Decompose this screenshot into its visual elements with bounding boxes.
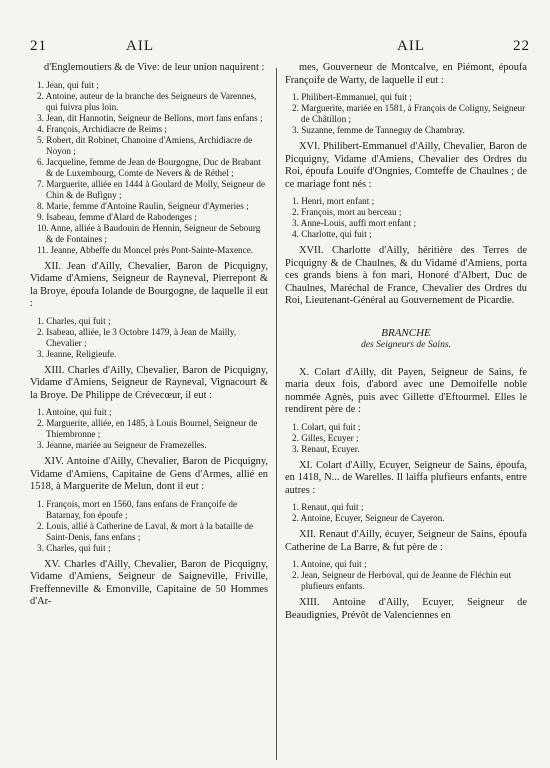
list-item: 1. Henri, mort enfant ;: [292, 196, 375, 206]
list-item: 9. Isabeau, femme d'Alard de Rabodenges ;: [37, 211, 197, 222]
list-item: 10. Anne, alliée à Baudouin de Hennin, Seigneur de Sebourg & de Fontaines ;: [37, 222, 261, 244]
list-item: 2. François, mort au berceau ;: [292, 207, 402, 217]
list-item: 4. Charlotte, qui fuit ;: [292, 229, 372, 239]
right-column: [285, 62, 527, 627]
left-running-title: AIL: [126, 38, 154, 54]
paragraph: XII. Renaut d'Ailly, écuyer, Seigneur de Sains, époufa Catherine de La Barre, & fut père de :: [285, 529, 527, 553]
list-item: 2. Louis, allié à Catherine de Laval, & mort à la bataille de Saint-Denis, fans enfans ;: [37, 520, 254, 542]
list-item: 1. Charles, qui fuit ;: [37, 315, 111, 326]
list-item: 3. Renaut, Ecuyer.: [292, 443, 360, 454]
list-item: 2. Antoine, Ecuyer, Seigneur de Cayeron.: [292, 513, 445, 523]
list-item: 1. François, mort en 1560, fans enfans de Françoife de Batarnay, fon époufe ;: [37, 498, 238, 520]
list-item: 2. Gilles, Ecuyer ;: [292, 432, 359, 443]
section-heading: BRANCHE: [381, 326, 431, 339]
paragraph: XIII. Antoine d'Ailly, Ecuyer, Seigneur de Beaudignies, Prévôt de Valenciennes en: [285, 597, 527, 621]
right-page-number: 22: [513, 38, 530, 54]
list-item: 1. Antoine, qui fuit ;: [292, 559, 367, 569]
list-item: 6. Jacqueline, femme de Jean de Bourgogne, Duc de Brabant & de Luxembourg, Comte de Nevers & de Réthel ;: [37, 156, 261, 178]
list-item: 7. Marguerite, alliée en 1444 à Goulard de Molly, Seigneur de Chin & de Bufigny ;: [37, 178, 266, 200]
right-running-title: AIL: [397, 38, 425, 54]
paragraph: XIII. Charles d'Ailly, Chevalier, Baron de Picquigny, Vidame d'Amiens, Seigneur de Rayneval, Vignacourt & la Broye. De Philippe de Crévecœur, il eut :: [30, 364, 268, 401]
paragraph: XVI. Philibert-Emmanuel d'Ailly, Chevalier, Baron de Picquigny, Vidame d'Amiens, Chevalier des Ordres du Roi, époufa Louife d'Ongnies, Comteffe de Chaulnes ; de ce mariage font nés :: [285, 141, 527, 190]
list-item: 1. Renaut, qui fuit ;: [292, 502, 364, 512]
left-page-number: 21: [30, 38, 47, 54]
list-item: 3. Anne-Louis, auffi mort enfant ;: [292, 218, 417, 228]
paragraph: mes, Gouverneur de Montcalve, en Piémont, époufa Françoife de Warty, de laquelle il eut :: [285, 62, 527, 86]
list-item: 5. Robert, dit Robinet, Chanoine d'Amiens, Archidiacre de Noyon ;: [37, 134, 253, 156]
list-item: 3. Jeanne, Religieufe.: [37, 348, 117, 359]
list-item: 2. Marguerite, mariée en 1581, à François de Coligny, Seigneur de Châtillon ;: [292, 103, 526, 124]
list-item: 2. Isabeau, alliée, le 3 Octobre 1479, à Jean de Mailly, Chevalier ;: [37, 326, 237, 348]
list-item: 2. Antoine, auteur de la branche des Seigneurs de Varennes, qui fuivra plus loin.: [37, 90, 257, 112]
list-item: 8. Marie, femme d'Antoine Raulin, Seigneur d'Aymeries ;: [37, 200, 249, 211]
list-item: 1. Antoine, qui fuit ;: [37, 407, 112, 417]
left-column: [30, 62, 268, 614]
list-item: 3. Suzanne, femme de Tanneguy de Chambray.: [292, 125, 465, 135]
paragraph: XV. Charles d'Ailly, Chevalier, Baron de Picquigny, Vidame d'Amiens, Seigneur de Saigneville, Friville, Freffenneville & Emonville, Capitaine de 50 Hommes d'Ar-: [30, 558, 268, 607]
paragraph: XII. Jean d'Ailly, Chevalier, Baron de Picquigny, Vidame d'Amiens, Seigneur de Rayneval, Pierrepont & la Broye, époufa Iolande de Bourgogne, de laquelle il eut :: [30, 260, 268, 309]
paragraph: d'Englemoutiers & de Vive: de leur union naquirent :: [44, 62, 265, 73]
list-item: 3. Jean, dit Hannotin, Seigneur de Bellons, mort fans enfans ;: [37, 112, 263, 123]
list-item: 4. François, Archidiacre de Reims ;: [37, 123, 167, 134]
section-subheading: des Seigneurs de Sains.: [360, 339, 452, 350]
list-item: 3. Charles, qui fuit ;: [37, 542, 111, 553]
paragraph: XI. Colart d'Ailly, Ecuyer, Seigneur de Sains, époufa, en 1418, N... de Warelles. Il laiffa plufieurs enfants, entre autres :: [285, 459, 527, 496]
list-item: 1. Philibert-Emmanuel, qui fuit ;: [292, 92, 412, 102]
paragraph: X. Colart d'Ailly, dit Payen, Seigneur de Sains, fe maria deux fois, d'abord avec une Demoifelle noble nommée Agnès, puis avec Gillette d'Eftourmel. Elles le rendirent père de :: [285, 366, 527, 415]
column-divider: [276, 68, 277, 760]
list-item: 3. Jeanne, mariée au Seigneur de Framezelles.: [37, 440, 207, 450]
list-item: 2. Marguerite, alliée, en 1485, à Louis Bournel, Seigneur de Thiembronne ;: [37, 418, 258, 439]
list-item: 1. Jean, qui fuit ;: [37, 79, 99, 90]
paragraph: XIV. Antoine d'Ailly, Chevalier, Baron de Picquigny, Vidame d'Amiens, Capitaine de Gens d'Armes, allié en 1518, à Marguerite de Melun, dont il eut :: [30, 456, 268, 492]
list-item: 11. Jeanne, Abbeffe du Moncel près Pont-Sainte-Maxence.: [37, 244, 254, 255]
list-item: 1. Colart, qui fuit ;: [292, 421, 361, 432]
list-item: 2. Jean, Seigneur de Herboval, qui de Jeanne de Fléchin eut plufieurs enfants.: [292, 570, 512, 591]
paragraph: XVII. Charlotte d'Ailly, héritière des Terres de Picquigny & de Chaulnes, & du Vidamé d'Amiens, porta ces grands biens à fon mari, Honoré d'Albert, Duc de Chaulnes, Maréchal de France, Chevalier des Ordres du Roi, Lieutenant-Général au Gouvernement de Picardie.: [285, 245, 527, 306]
